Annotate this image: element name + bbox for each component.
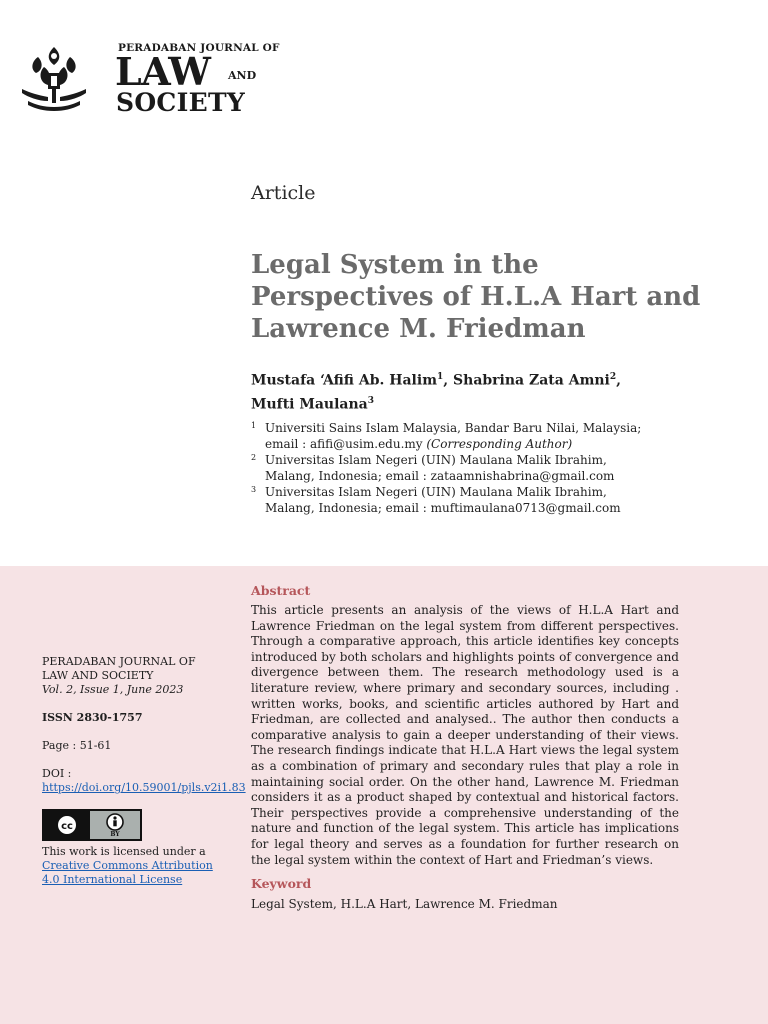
author-list — [251, 367, 721, 414]
abstract-text: This article presents an analysis of the views of H.L.A Hart and Lawrence Friedman on the legal system from different perspectives. Through a comparative approach, this article identifies key concepts introduced by both scholars and highlights points of convergence and divergence between them. The research methodology used is a literature review, where primary and secondary sources, including . written works, books, and scientific articles authored by Hart and Friedman, are collected and analysed.. The author then conducts a comparative analysis to gain a deeper understanding of their views. The research findings indicate that H.L.A Hart views the legal system as a combination of primary and secondary rules that play a role in maintaining social order. On the other hand, Lawrence M. Friedman considers it as a product shaped by contextual and historical factors. Their perspectives provide a comprehensive understanding of the nature and function of the legal system. This article has implications for legal theory and serves as a foundation for further research on the legal system within the context of Hart and Friedman’s views. — [251, 603, 679, 867]
affiliation-list — [251, 420, 721, 516]
cc-icon — [44, 811, 90, 839]
affiliation-line: Universiti Sains Islam Malaysia, Bandar Baru Nilai, Malaysia; — [265, 421, 642, 435]
affiliation-email: Malang, Indonesia; email : muftimaulana0713@gmail.com — [265, 501, 621, 515]
author-affiliation-marker: 3 — [367, 395, 375, 406]
volume-issue: Vol. 2, Issue 1, June 2023 — [42, 683, 184, 696]
doi-link[interactable]: https://doi.org/10.59001/pjls.v2i1.83 — [42, 781, 246, 794]
author-separator: , — [443, 372, 454, 389]
attribution-person-icon — [106, 813, 124, 831]
affiliation-item — [251, 484, 721, 516]
author-name: Mustafa ‘Afifi Ab. Halim — [251, 372, 438, 389]
journal-info-sidebar — [42, 655, 246, 887]
journal-emblem-icon — [18, 43, 90, 115]
corresponding-author-note: (Corresponding Author) — [426, 437, 573, 451]
affiliation-email: Malang, Indonesia; email : zataamnishabrina@gmail.com — [265, 469, 615, 483]
affiliation-line: Universitas Islam Negeri (UIN) Maulana Malik Ibrahim, — [265, 485, 607, 499]
keyword-list: Legal System, H.L.A Hart, Lawrence M. Friedman — [251, 897, 558, 911]
affiliation-number: 2 — [251, 453, 257, 462]
logo-journal-name: PERADABAN JOURNAL OF — [118, 42, 280, 54]
cc-by-label: BY — [110, 830, 120, 838]
affiliation-number: 3 — [251, 485, 257, 494]
abstract-heading: Abstract — [251, 583, 311, 598]
doi — [42, 767, 246, 795]
cc-by-section — [90, 813, 140, 838]
affiliation-item — [251, 420, 721, 452]
keyword-heading: Keyword — [251, 876, 312, 891]
page-range: Page : 51-61 — [42, 739, 112, 752]
doi-label: DOI : — [42, 767, 72, 780]
sidebar-journal-name: PERADABAN JOURNAL OF — [42, 655, 196, 668]
affiliation-number: 1 — [251, 421, 257, 430]
article-type: Article — [251, 182, 316, 204]
author-affiliation-marker: 2 — [609, 372, 617, 382]
affiliation-email: email : afifi@usim.edu.my — [265, 437, 427, 451]
affiliation-line: Universitas Islam Negeri (UIN) Maulana Malik Ibrahim, — [265, 453, 607, 467]
author-name: Shabrina Zata Amni — [453, 372, 610, 389]
license-text: This work is licensed under a — [42, 845, 206, 858]
author-affiliation-marker: 1 — [437, 372, 444, 382]
journal-logo — [18, 40, 280, 120]
logo-and: AND — [228, 69, 257, 82]
author-name: Mufti Maulana — [251, 396, 368, 413]
author-separator: , — [616, 372, 622, 389]
affiliation-item — [251, 452, 721, 484]
cc-by-badge[interactable] — [42, 809, 142, 841]
logo-law: LAW — [115, 49, 211, 94]
sidebar-journal-name-2: LAW AND SOCIETY — [42, 669, 154, 682]
article-title: Legal System in the Perspectives of H.L.A Hart and Lawrence M. Friedman — [251, 250, 701, 344]
issn: ISSN 2830-1757 — [42, 711, 143, 724]
logo-society: SOCIETY — [116, 88, 246, 117]
svg-text:cc: cc — [61, 821, 73, 832]
license-link[interactable]: Creative Commons Attribution 4.0 International License — [42, 859, 213, 886]
